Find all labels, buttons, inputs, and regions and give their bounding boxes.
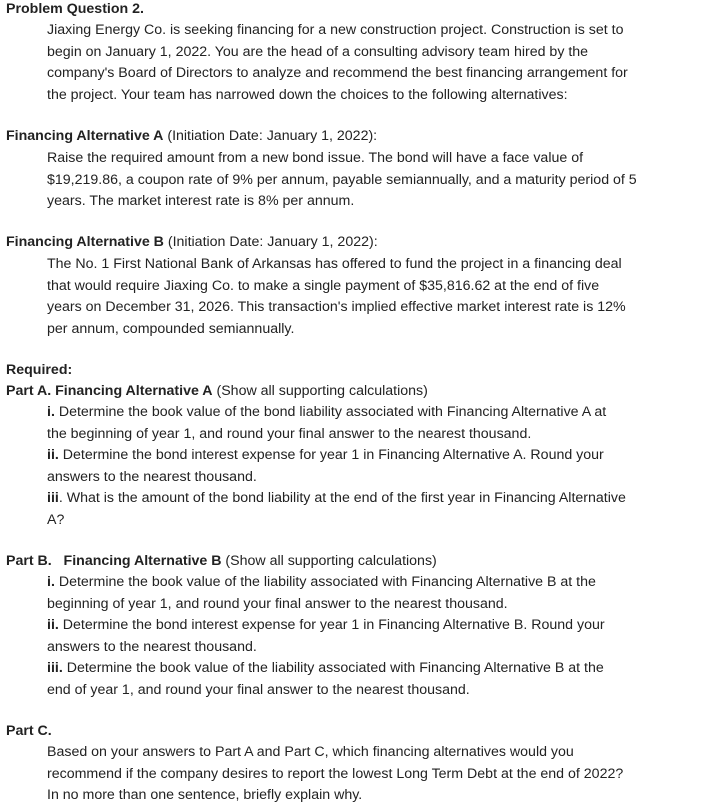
part-a-heading (6, 381, 428, 403)
part-a-q1-line: the beginning of year 1, and round your final answer to the nearest thousand. (47, 425, 532, 442)
part-b-q1-text: Determine the book value of the liability associated with Financing Alternative B at the (54, 574, 596, 590)
part-b-q2-num: ii. (47, 617, 59, 633)
alt-b-heading (6, 232, 378, 254)
part-b-q2-line (47, 615, 702, 637)
alt-b-date: (Initiation Date: January 1, 2022): (163, 234, 378, 250)
part-c-line: Based on your answers to Part A and Part C, which financing alternatives would you (47, 744, 574, 760)
intro-line: Jiaxing Energy Co. is seeking financing for a new construction project. Construction is set to (47, 22, 624, 38)
alt-b-paragraph (47, 254, 702, 340)
part-b-q1-line (47, 572, 702, 594)
part-b-q1-num: i. (47, 574, 55, 590)
part-b-q3-line: end of year 1, and round your final answer to the nearest thousand. (47, 681, 470, 698)
part-a-q3-text: . What is the amount of the bond liability at the end of the first year in Financing Alternative (58, 490, 626, 506)
alt-a-line: Raise the required amount from a new bond issue. The bond will have a face value of (47, 150, 584, 166)
alt-a-paragraph (47, 148, 702, 213)
part-b-note: (Show all supporting calculations) (221, 553, 437, 569)
part-a-label: Part A. Financing Alternative A (6, 383, 213, 399)
alt-a-line: years. The market interest rate is 8% per annum. (47, 193, 355, 209)
alt-a-date: (Initiation Date: January 1, 2022): (163, 128, 378, 144)
alt-a-line: $19,219.86, a coupon rate of 9% per annum, payable semiannually, and a maturity period of 5 (47, 171, 637, 188)
intro-line: company's Board of Directors to analyze and recommend the best financing arrangement for (47, 65, 628, 81)
part-b-q2-line: answers to the nearest thousand. (47, 638, 257, 655)
part-a-questions (47, 402, 702, 531)
part-b-q3-text: Determine the book value of the liability associated with Financing Alternative B at the (62, 660, 604, 676)
alt-b-line: The No. 1 First National Bank of Arkansas has offered to fund the project in a financing deal (47, 256, 622, 272)
part-a-note: (Show all supporting calculations) (212, 383, 428, 399)
part-c-label: Part C. (6, 723, 52, 739)
intro-line: begin on January 1, 2022. You are the head of a consulting advisory team hired by the (47, 43, 589, 60)
part-a-q3-line (47, 488, 702, 510)
part-b-q3-line (47, 658, 702, 680)
alt-b-label: Financing Alternative B (6, 234, 164, 250)
part-b-q1-line: beginning of year 1, and round your final answer to the nearest thousand. (47, 595, 508, 612)
part-b-label: Part B. Financing Alternative B (6, 553, 222, 569)
part-a-q1-text: Determine the book value of the bond liability associated with Financing Alternative A at (54, 404, 607, 420)
part-b-q2-text: Determine the bond interest expense for year 1 in Financing Alternative B. Round your (58, 617, 605, 633)
part-c-paragraph (47, 742, 702, 807)
part-c-line: recommend if the company desires to report the lowest Long Term Debt at the end of 2022? (47, 765, 624, 782)
problem-title: Problem Question 2. (6, 1, 144, 17)
part-b-questions (47, 572, 702, 701)
part-a-q3-num: iii (47, 490, 59, 506)
part-a-q2-num: ii. (47, 447, 59, 463)
part-a-q2-line (47, 445, 702, 467)
part-a-q2-text: Determine the bond interest expense for year 1 in Financing Alternative A. Round your (58, 447, 604, 463)
alt-b-line: that would require Jiaxing Co. to make a single payment of $35,816.62 at the end of five (47, 277, 600, 294)
required-title: Required: (6, 362, 73, 378)
part-c-line: In no more than one sentence, briefly explain why. (47, 787, 363, 803)
alt-a-heading (6, 126, 377, 148)
part-b-heading (6, 551, 437, 573)
part-b-q3-num: iii. (47, 660, 63, 676)
part-a-q3-line: A? (47, 511, 65, 528)
intro-paragraph (47, 20, 702, 106)
part-a-q2-line: answers to the nearest thousand. (47, 468, 257, 485)
alt-a-label: Financing Alternative A (6, 128, 164, 144)
part-a-q1-num: i. (47, 404, 55, 420)
intro-line: the project. Your team has narrowed down the choices to the following alternatives: (47, 86, 568, 103)
part-a-q1-line (47, 402, 702, 424)
alt-b-line: per annum, compounded semiannually. (47, 320, 295, 337)
alt-b-line: years on December 31, 2026. This transaction's implied effective market interest rate is 12% (47, 299, 626, 315)
